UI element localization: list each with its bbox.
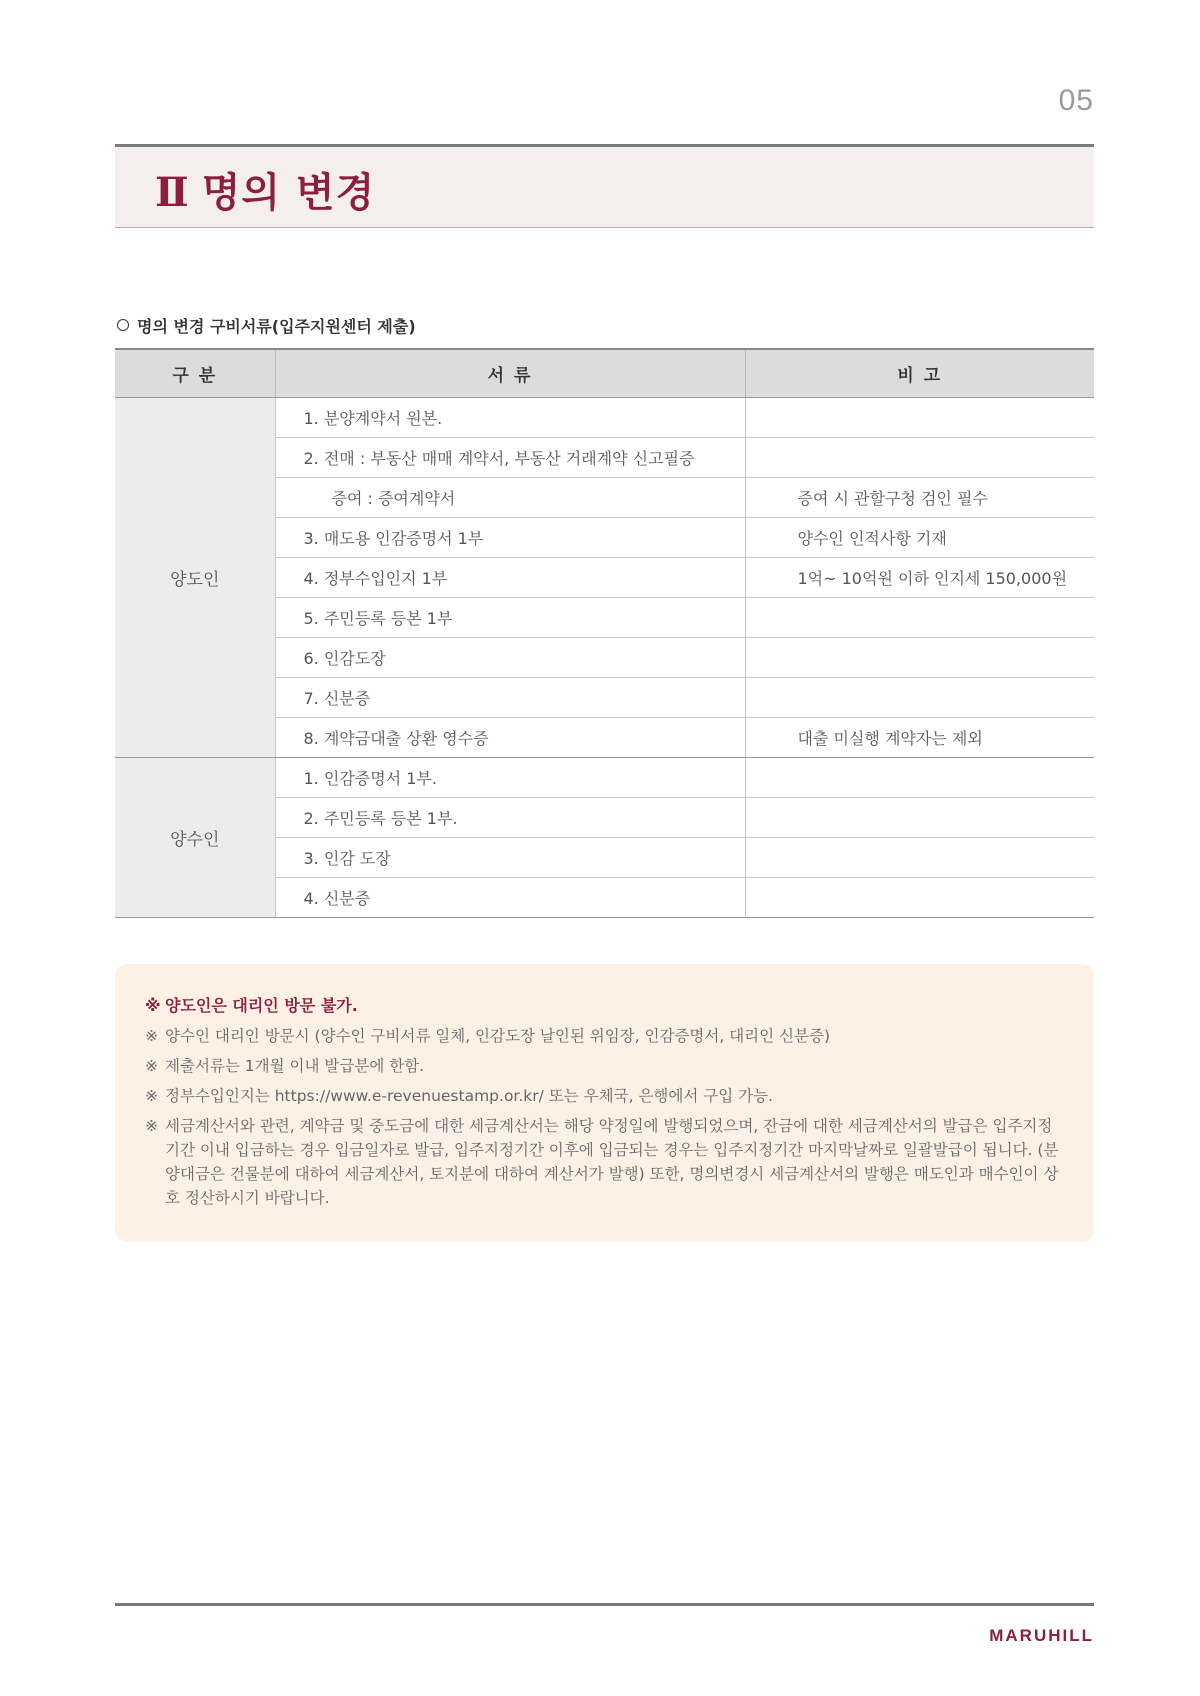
note-text: 정부수입인지는 https://www.e-revenuestamp.or.kr/ 또는 우체국, 은행에서 구입 가능. [165, 1087, 774, 1105]
header-category: 구 분 [115, 349, 275, 398]
remark-cell [745, 398, 1094, 438]
remark-cell: 1억~ 10억원 이하 인지세 150,000원 [745, 558, 1094, 598]
remark-cell: 대출 미실행 계약자는 제외 [745, 718, 1094, 758]
remark-cell [745, 678, 1094, 718]
remark-cell [745, 638, 1094, 678]
document-cell: 2. 주민등록 등본 1부. [275, 798, 745, 838]
remark-cell [745, 598, 1094, 638]
group-label-transferee: 양수인 [115, 758, 275, 918]
remark-cell: 증여 시 관할구청 검인 필수 [745, 478, 1094, 518]
note-text: 세금계산서와 관련, 계약금 및 중도금에 대한 세금계산서는 해당 약정일에 발행되었으며, 잔금에 대한 세금계산서의 발급은 입주지정기간 이내 입금하는 경우 입금일자로 발급, 입주지정기간 이후에 입금되는 경우는 입주지정기간 마지막날짜로 일괄발급이 됩니다. (분양대금은 건물분에 대하여 세금계산서, 토지분에 대하여 계산서가 발행) 또한, 명의변경시 세금계산서의 발행은 매도인과 매수인이 상호 정산하시기 바랍니다. [165, 1117, 1059, 1207]
header-documents: 서 류 [275, 349, 745, 398]
remark-cell: 양수인 인적사항 기재 [745, 518, 1094, 558]
group-label-transferor: 양도인 [115, 398, 275, 758]
remark-cell [745, 798, 1094, 838]
document-cell: 7. 신분증 [275, 678, 745, 718]
page-number: 05 [1058, 84, 1094, 117]
reference-mark-icon: ※ [145, 1087, 158, 1105]
subheading-text: 명의 변경 구비서류(입주지원센터 제출) [137, 317, 416, 336]
document-cell: 1. 인감증명서 1부. [275, 758, 745, 798]
document-cell: 8. 계약금대출 상환 영수증 [275, 718, 745, 758]
document-cell: 2. 전매 : 부동산 매매 계약서, 부동산 거래계약 신고필증 [275, 438, 745, 478]
document-cell: 3. 매도용 인감증명서 1부 [275, 518, 745, 558]
footer-divider [115, 1603, 1094, 1606]
section-header [115, 144, 1094, 228]
note-text: 양수인 대리인 방문시 (양수인 구비서류 일체, 인감도장 날인된 위임장, 인감증명서, 대리인 신분증) [165, 1027, 831, 1045]
remark-cell [745, 438, 1094, 478]
reference-mark-icon: ※ [145, 1117, 158, 1135]
header-remarks: 비 고 [745, 349, 1094, 398]
remark-cell [745, 878, 1094, 918]
note-item [145, 1024, 1064, 1048]
document-cell: 6. 인감도장 [275, 638, 745, 678]
remark-cell [745, 838, 1094, 878]
subheading [117, 314, 416, 337]
reference-mark-icon: ※ [145, 1027, 158, 1045]
table-header-row [115, 349, 1094, 398]
document-cell: 5. 주민등록 등본 1부 [275, 598, 745, 638]
circle-bullet-icon [117, 319, 129, 331]
section-title [155, 161, 375, 218]
brand-logo: MARUHILL [989, 1626, 1094, 1645]
note-text: 양도인은 대리인 방문 불가. [165, 996, 358, 1015]
note-item [145, 1114, 1064, 1210]
reference-mark-icon: ※ [145, 1057, 158, 1075]
document-cell: 4. 신분증 [275, 878, 745, 918]
table-row [115, 398, 1094, 438]
remark-cell [745, 758, 1094, 798]
documents-table [115, 348, 1094, 918]
document-cell: 1. 분양계약서 원본. [275, 398, 745, 438]
document-cell: 4. 정부수입인지 1부 [275, 558, 745, 598]
document-cell: 증여 : 증여계약서 [275, 478, 745, 518]
table-row [115, 758, 1094, 798]
section-title-text: 명의 변경 [201, 170, 376, 216]
note-item [145, 1054, 1064, 1078]
notes-box [115, 964, 1094, 1242]
document-cell: 3. 인감 도장 [275, 838, 745, 878]
section-numeral: Ⅱ [155, 169, 190, 216]
note-item [145, 994, 1064, 1018]
note-text: 제출서류는 1개월 이내 발급분에 한함. [165, 1057, 425, 1075]
note-item [145, 1084, 1064, 1108]
reference-mark-icon: ※ [145, 996, 161, 1015]
